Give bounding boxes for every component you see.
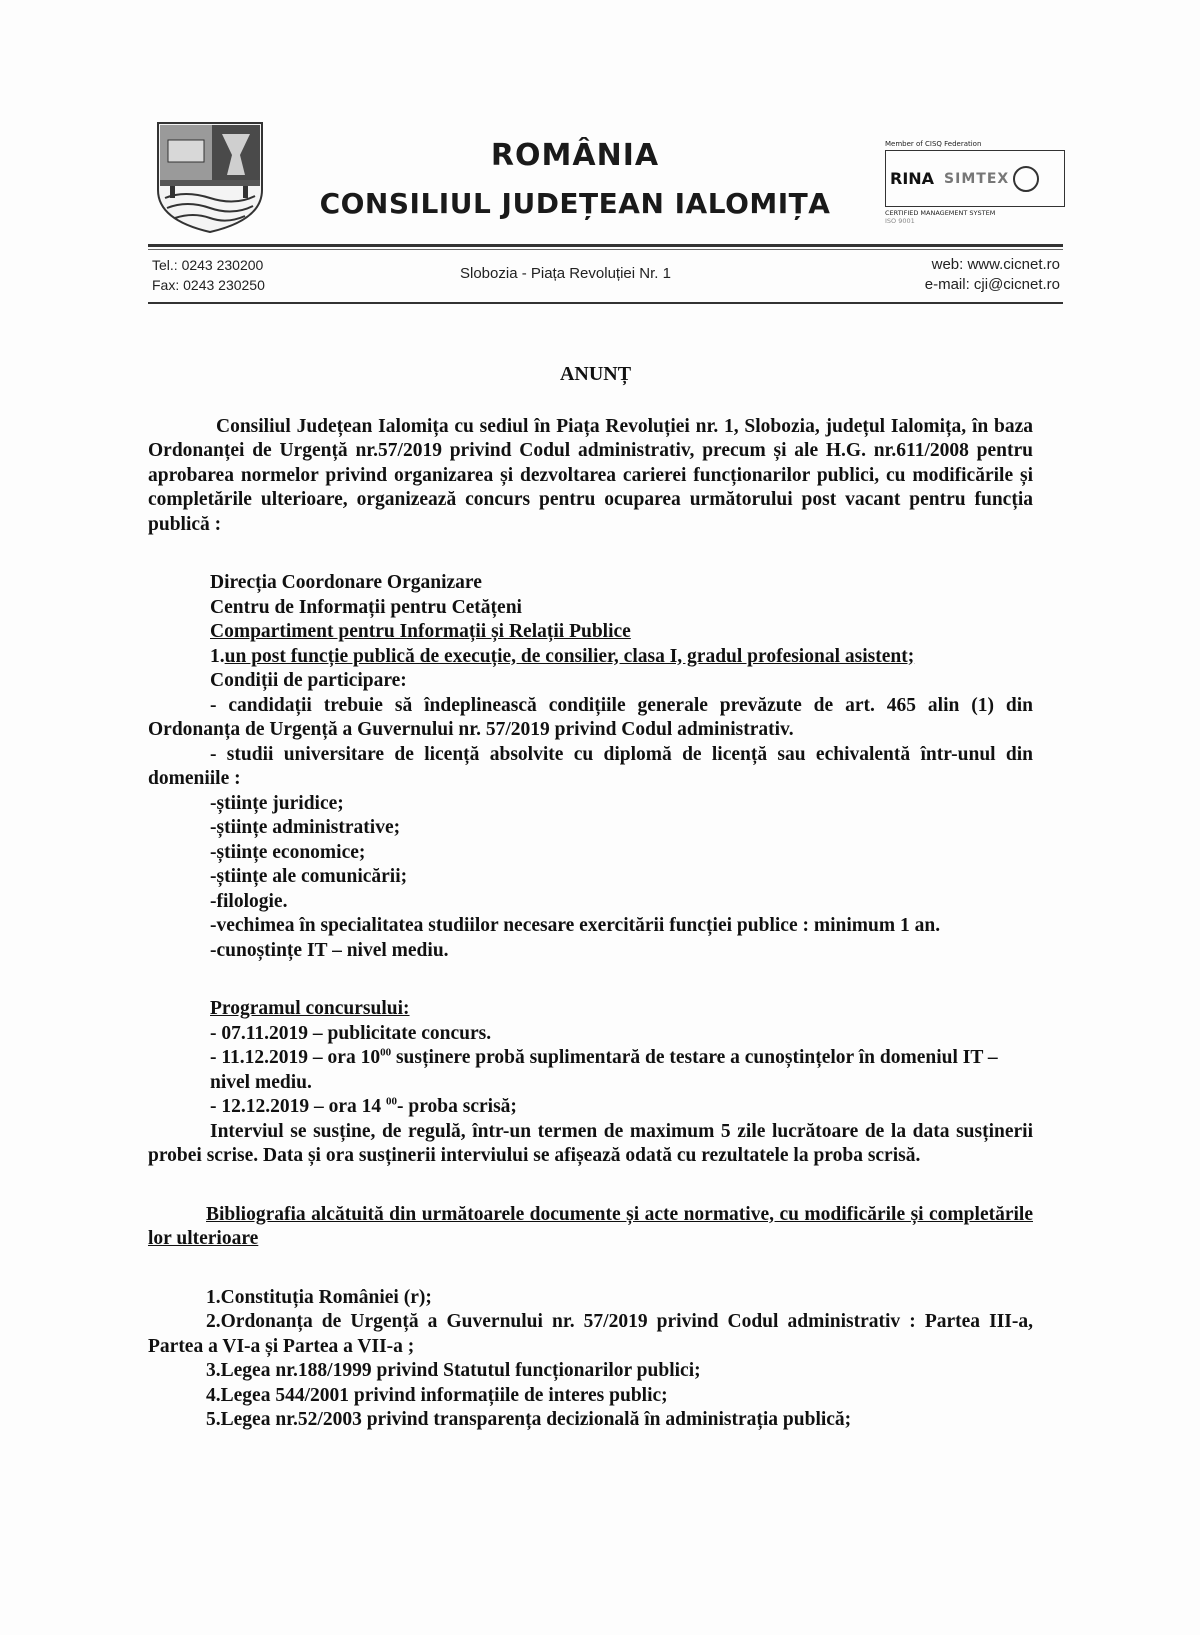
certification-badge (885, 140, 1065, 225)
cert-iso-text: ISO 9001 (885, 217, 915, 225)
schedule-description: - proba scrisă; (397, 1096, 517, 1117)
certification-seal-icon (1013, 166, 1039, 192)
county-crest-icon (155, 120, 265, 235)
bibliography-item: 4.Legea 544/2001 privind informațiile de interes public; (206, 1384, 668, 1406)
bibliography-heading: Bibliografia alcătuită din următoarele documente și acte normative, cu modificările și completările lor ulterioare (148, 1203, 1033, 1249)
header-divider-top (148, 244, 1063, 247)
schedule-date: - 07.11.2019 – publicitate concurs. (210, 1022, 492, 1044)
schedule-item (148, 1022, 1033, 1047)
header-institution: CONSILIUL JUDEȚEAN IALOMIȚA (319, 187, 831, 220)
simtex-logo: SIMTEX (944, 170, 1010, 187)
rina-logo: RINA (890, 169, 935, 188)
conditions-heading: Condiții de participare: (210, 670, 407, 691)
header-country: ROMÂNIA (490, 138, 660, 173)
schedule-heading-text: Programul concursului: (210, 998, 410, 1019)
header-divider-top-thin (148, 249, 1063, 250)
cert-member-text: Member of CISQ Federation (885, 140, 982, 148)
schedule-date: - 11.12.2019 – ora 10 (210, 1047, 381, 1068)
post-number: 1. (210, 645, 225, 667)
directorate-name: Direcția Coordonare Organizare (210, 572, 482, 593)
bibliography-item: 3.Legea nr.188/1999 privind Statutul funcționarilor publici; (206, 1360, 701, 1381)
fax-number: Fax: 0243 230250 (152, 277, 265, 293)
schedule-date: - 12.12.2019 – ora 14 (210, 1096, 387, 1117)
compartment-name-text: Compartiment pentru Informații și Relații Publice (210, 621, 631, 642)
domain-item: -științe economice; (210, 841, 366, 863)
announcement-body (148, 362, 1033, 1433)
it-skills-requirement: -cunoștințe IT – nivel mediu. (210, 939, 449, 961)
condition-general: - candidații trebuie să îndeplinească condițiile generale prevăzute de art. 465 alin (1) din Ordonanța de Urgență a Guvernului nr. 57/2019 privind Codul administrativ. (148, 694, 1033, 740)
bibliography-item: 5.Legea nr.52/2003 privind transparența decizională în administrația publică; (206, 1409, 852, 1430)
domain-item: -științe administrative; (210, 817, 401, 838)
schedule-minutes: 00 (380, 1046, 392, 1059)
domain-item: -științe juridice; (210, 792, 344, 814)
schedule-item (148, 1095, 1033, 1120)
schedule-description: susținere probă suplimentară de testare a cunoștințelor în domeniul IT – nivel mediu. (210, 1047, 998, 1093)
schedule-minutes: 00 (386, 1095, 398, 1108)
website-link[interactable]: web: www.cicnet.ro (931, 256, 1060, 273)
email-link[interactable]: e-mail: cji@cicnet.ro (924, 276, 1060, 293)
contact-web-block (925, 255, 1060, 295)
condition-studies: - studii universitare de licență absolvite cu diplomă de licență sau echivalentă într-unul din domeniile : (148, 743, 1033, 789)
cert-certified-text: CERTIFIED MANAGEMENT SYSTEM (885, 209, 996, 217)
bibliography-item: 2.Ordonanța de Urgență a Guvernului nr. 57/2019 privind Codul administrativ : Partea III-a, Partea a VI-a și Partea a VII-a ; (148, 1311, 1033, 1357)
contact-phone-block (152, 255, 265, 295)
phone-number: Tel.: 0243 230200 (152, 257, 264, 273)
announcement-title: ANUNȚ (559, 363, 632, 385)
interview-note: Interviul se susține, de regulă, într-un termen de maximum 5 zile lucrătoare de la data susținerii probei scrise. Data și ora susținerii interviului se afișează odată cu rezultatele la proba scrisă. (148, 1120, 1033, 1166)
domain-item: -științe ale comunicării; (210, 866, 408, 887)
schedule-item (148, 1046, 1033, 1095)
intro-paragraph: Consiliul Județean Ialomița cu sediul în Piața Revoluției nr. 1, Slobozia, județul Ialomița, în baza Ordonanței de Urgență nr.57/2019 privind Codul administrativ, precum și ale H.G. nr.611/2008 pentru aprobarea normelor privind organizarea și dezvoltarea carierei funcționarilor publici, cu modificările și completările ulterioare, organizează concurs pentru ocuparea următorului post vacant pentru funcția publică : (148, 415, 1033, 535)
post-description (148, 645, 1033, 670)
cert-logo-box (885, 150, 1065, 207)
header-divider-bottom (148, 302, 1063, 304)
post-text: un post funcție publică de execuție, de consilier, clasa I, gradul profesional asistent; (224, 645, 915, 667)
compartment-name (148, 620, 1033, 645)
bibliography-item: 1.Constituția României (r); (206, 1286, 432, 1308)
seniority-requirement: -vechimea în specialitatea studiilor necesare exercitării funcției publice : minimum 1 an. (210, 915, 941, 936)
domain-item: -filologie. (210, 890, 288, 912)
center-name: Centru de Informații pentru Cetățeni (210, 596, 522, 618)
schedule-heading (148, 997, 1033, 1022)
contact-address: Slobozia - Piața Revoluției Nr. 1 (460, 265, 671, 282)
